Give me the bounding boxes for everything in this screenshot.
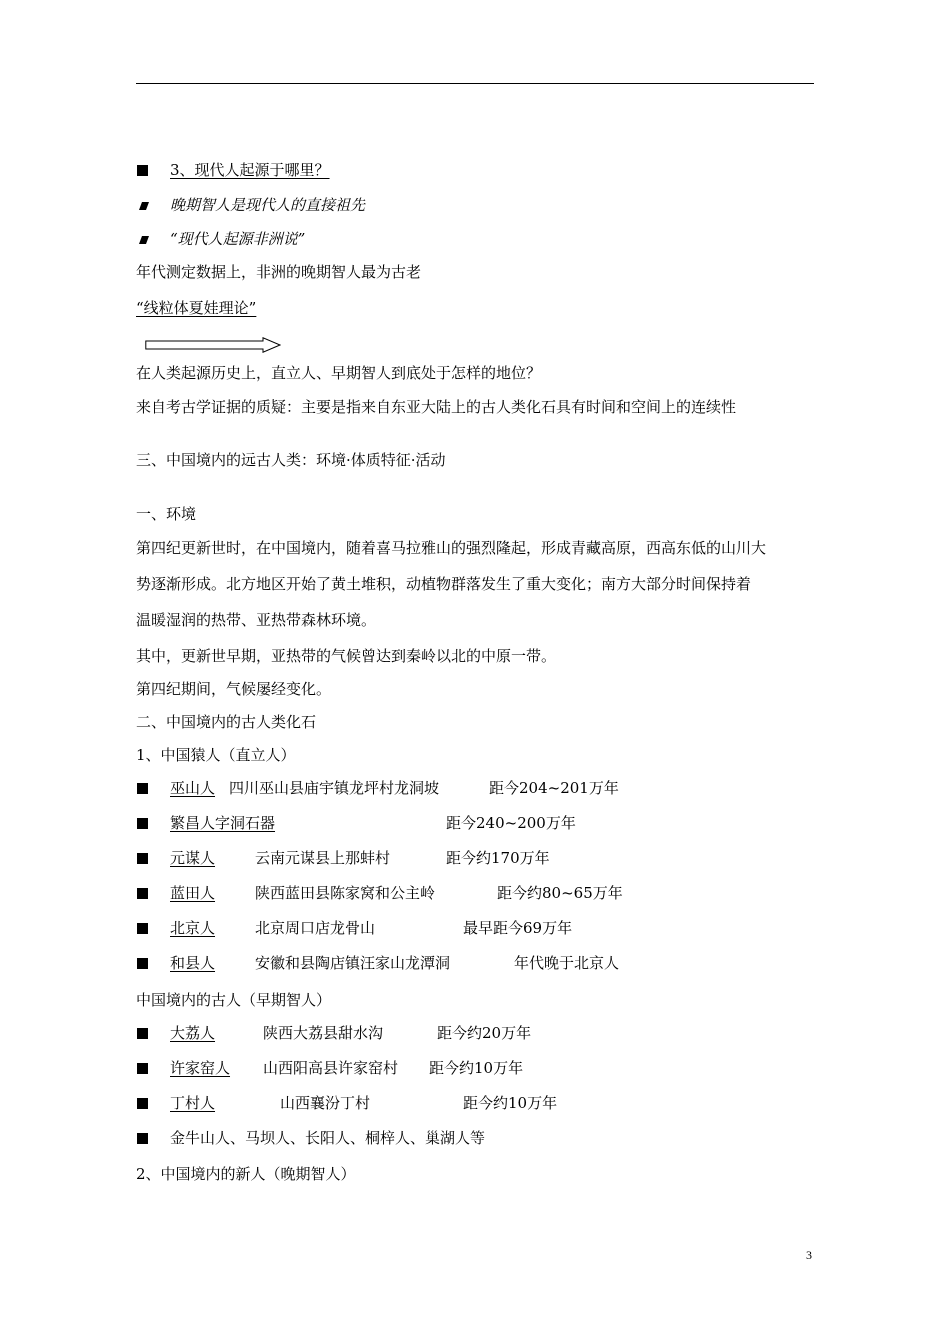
bullet-square [137, 853, 148, 864]
fossil-name: 巫山人 [170, 779, 216, 797]
fossil-name: 蓝田人 [170, 884, 216, 902]
early-sapiens-heading: 中国境内的古人（早期智人） [136, 991, 332, 1009]
africa-origin-line: “现代人起源非洲说” [170, 230, 306, 248]
late-sapiens-heading: 2、中国境内的新人（晚期智人） [136, 1165, 356, 1183]
env-paragraph-line: 势逐渐形成。北方地区开始了黄土堆积，动植物群落发生了重大变化；南方大部分时间保持着 [136, 575, 752, 593]
env-paragraph-line: 温暖湿润的热带、亚热带森林环境。 [136, 611, 377, 629]
bullet-square [137, 818, 148, 829]
fossil-place: 山西襄汾丁村 [280, 1094, 371, 1112]
fossil-name: 丁村人 [170, 1094, 216, 1112]
erectus-heading: 1、中国猿人（直立人） [136, 746, 296, 764]
bullet-square [137, 783, 148, 794]
q3-heading: 3、现代人起源于哪里？ [170, 161, 330, 179]
dating-line: 年代测定数据上，非洲的晚期智人最为古老 [136, 263, 422, 281]
fossil-place: 北京周口店龙骨山 [255, 919, 376, 937]
late-sapiens-line: 晚期智人是现代人的直接祖先 [170, 196, 366, 214]
bullet-square [137, 165, 148, 176]
page-number: 3 [806, 1248, 812, 1262]
fossil-name: 和县人 [170, 954, 216, 972]
fossil-age: 年代晚于北京人 [514, 954, 620, 972]
bullet-square [137, 1028, 148, 1039]
fossil-name: 许家窑人 [170, 1059, 231, 1077]
fossil-place: 陕西大荔县甜水沟 [263, 1024, 384, 1042]
env-paragraph-line: 第四纪更新世时，在中国境内，随着喜马拉雅山的强烈隆起，形成青藏高原，西高东低的山川大 [136, 539, 767, 557]
fossil-heading: 二、中国境内的古人类化石 [136, 713, 317, 731]
mito-eve-line: “线粒体夏娃理论” [136, 299, 257, 317]
fossil-name: 繁昌人字洞石器 [170, 814, 276, 832]
fossil-place: 云南元谋县上那蚌村 [255, 849, 391, 867]
fossil-age: 距今约170万年 [446, 849, 550, 867]
fossil-name: 元谋人 [170, 849, 216, 867]
fossil-age: 距今约20万年 [437, 1024, 532, 1042]
bullet-square [137, 888, 148, 899]
fossil-age: 距今约10万年 [463, 1094, 558, 1112]
fossil-place: 山西阳高县许家窑村 [263, 1059, 399, 1077]
fossil-age: 距今240~200万年 [446, 814, 576, 832]
doubt-line: 来自考古学证据的质疑：主要是指来自东亚大陆上的古人类化石具有时间和空间上的连续性 [136, 398, 737, 416]
bullet-parallelogram-icon [139, 236, 149, 244]
fossil-place: 陕西蓝田县陈家窝和公主岭 [255, 884, 436, 902]
bullet-parallelogram-icon [139, 202, 149, 210]
bullet-square [137, 923, 148, 934]
fossil-place: 安徽和县陶店镇汪家山龙潭洞 [255, 954, 451, 972]
fossil-age: 距今约10万年 [429, 1059, 524, 1077]
question-line: 在人类起源历史上，直立人、早期智人到底处于怎样的地位？ [136, 364, 542, 382]
bullet-square [137, 1063, 148, 1074]
bullet-square [137, 1098, 148, 1109]
env-paragraph-line: 其中，更新世早期，亚热带的气候曾达到秦岭以北的中原一带。 [136, 647, 557, 665]
fossil-age: 距今204~201万年 [489, 779, 619, 797]
fossil-age: 最早距今69万年 [463, 919, 573, 937]
bullet-square [137, 1133, 148, 1144]
section-three-heading: 三、中国境内的远古人类：环境·体质特征·活动 [136, 451, 446, 469]
other-fossils-line: 金牛山人、马坝人、长阳人、桐梓人、巢湖人等 [170, 1129, 486, 1147]
fossil-age: 距今约80~65万年 [497, 884, 623, 902]
header-rule [136, 83, 814, 84]
arrow-icon [145, 337, 281, 353]
bullet-square [137, 958, 148, 969]
fossil-name: 北京人 [170, 919, 216, 937]
fossil-name: 大荔人 [170, 1024, 216, 1042]
environment-heading: 一、环境 [136, 505, 197, 523]
env-paragraph-line: 第四纪期间，气候屡经变化。 [136, 680, 332, 698]
fossil-place: 四川巫山县庙宇镇龙坪村龙洞坡 [229, 779, 440, 797]
